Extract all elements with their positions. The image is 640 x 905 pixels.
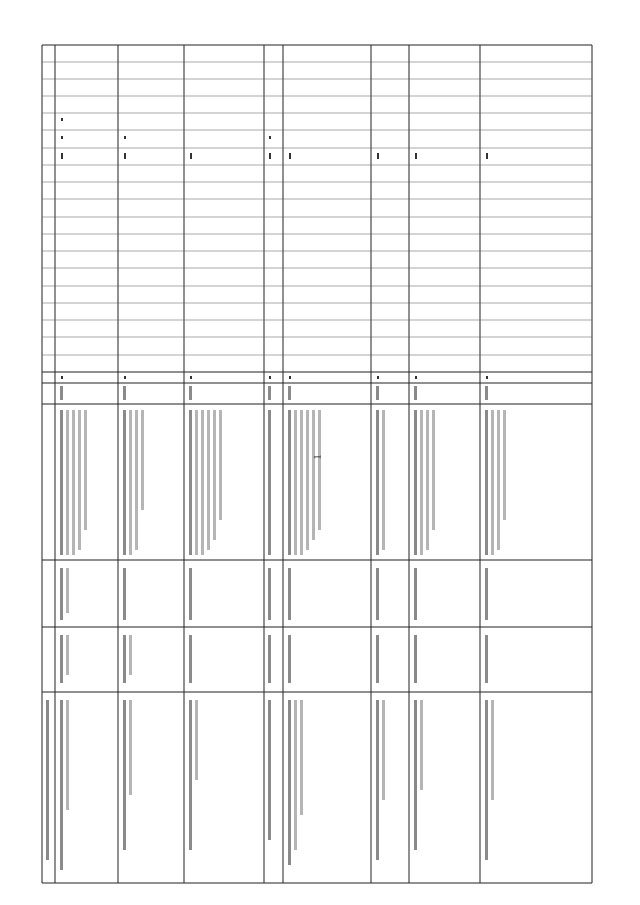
cell-marks — [61, 118, 488, 379]
page-number: 1 — [312, 454, 323, 460]
illegible-text — [46, 386, 506, 870]
